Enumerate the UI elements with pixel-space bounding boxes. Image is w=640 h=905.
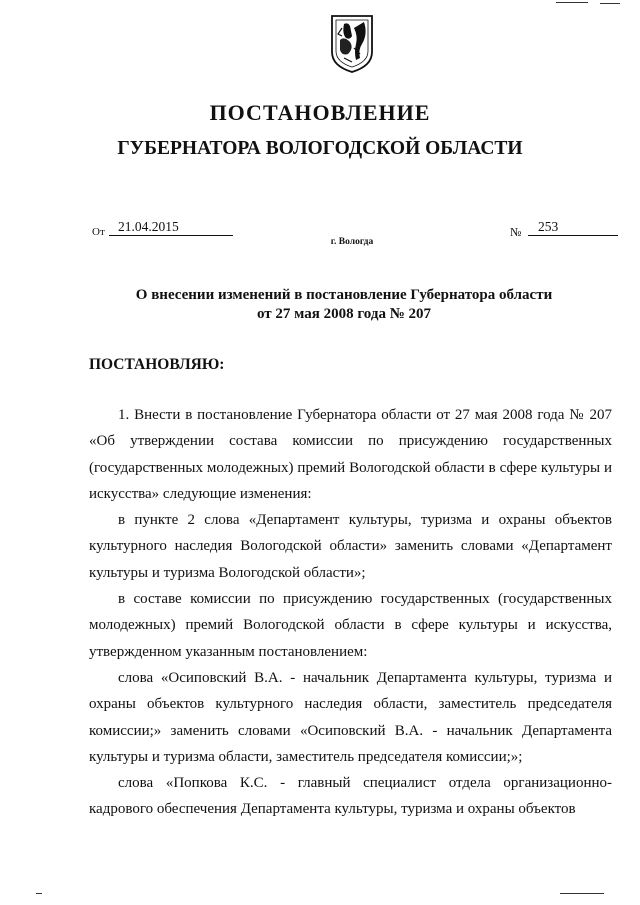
document-issuer: ГУБЕРНАТОРА ВОЛОГОДСКОЙ ОБЛАСТИ bbox=[117, 138, 523, 159]
number-label: № bbox=[510, 225, 522, 239]
paragraph: 1. Внести в постановление Губернатора области от 27 мая 2008 года № 207 «Об утверждении состава комиссии по присуждению государственных (государственных молодежных) премий Вологодской области в сфере культуры и искусства» следующие изменения: bbox=[89, 407, 612, 502]
document-title: ПОСТАНОВЛЕНИЕ bbox=[209, 100, 431, 125]
scan-mark bbox=[600, 3, 620, 4]
paragraph: слова «Осиповский В.А. - начальник Департамента культуры, туризма и охраны объектов культурного наследия области, заместитель председателя комиссии;» заменить словами «Осиповский В.А. - начальник Департамента культуры и туризма области, заместитель председателя комиссии;»; bbox=[89, 669, 612, 765]
scan-mark bbox=[556, 2, 588, 3]
document-subject bbox=[80, 286, 608, 324]
subject-line-2: от 27 мая 2008 года № 207 bbox=[256, 306, 432, 322]
document-number: 253 bbox=[528, 219, 618, 236]
paragraph: в пункте 2 слова «Департамент культуры, туризма и охраны объектов культурного наследия Вологодской области» заменить словами «Департамент культуры и туризма Вологодской области»; bbox=[89, 512, 612, 581]
decree-heading: ПОСТАНОВЛЯЮ: bbox=[89, 356, 225, 373]
subject-line-1: О внесении изменений в постановление Губернатора области bbox=[135, 287, 553, 303]
scan-mark bbox=[560, 893, 604, 894]
date-label: От bbox=[92, 226, 105, 238]
paragraph: в составе комиссии по присуждению государственных (государственных молодежных) премий Вологодской области в сфере культуры и искусства, утвержденном указанным постановлением: bbox=[89, 591, 612, 660]
scan-mark bbox=[36, 893, 42, 894]
city-label: г. Вологда bbox=[330, 237, 374, 247]
coat-of-arms-icon bbox=[330, 14, 374, 74]
paragraph: слова «Попкова К.С. - главный специалист отдела организационно-кадрового обеспечения Департамента культуры, туризма и охраны объектов bbox=[89, 775, 612, 818]
document-body bbox=[89, 402, 612, 823]
document-date: 21.04.2015 bbox=[109, 219, 233, 236]
